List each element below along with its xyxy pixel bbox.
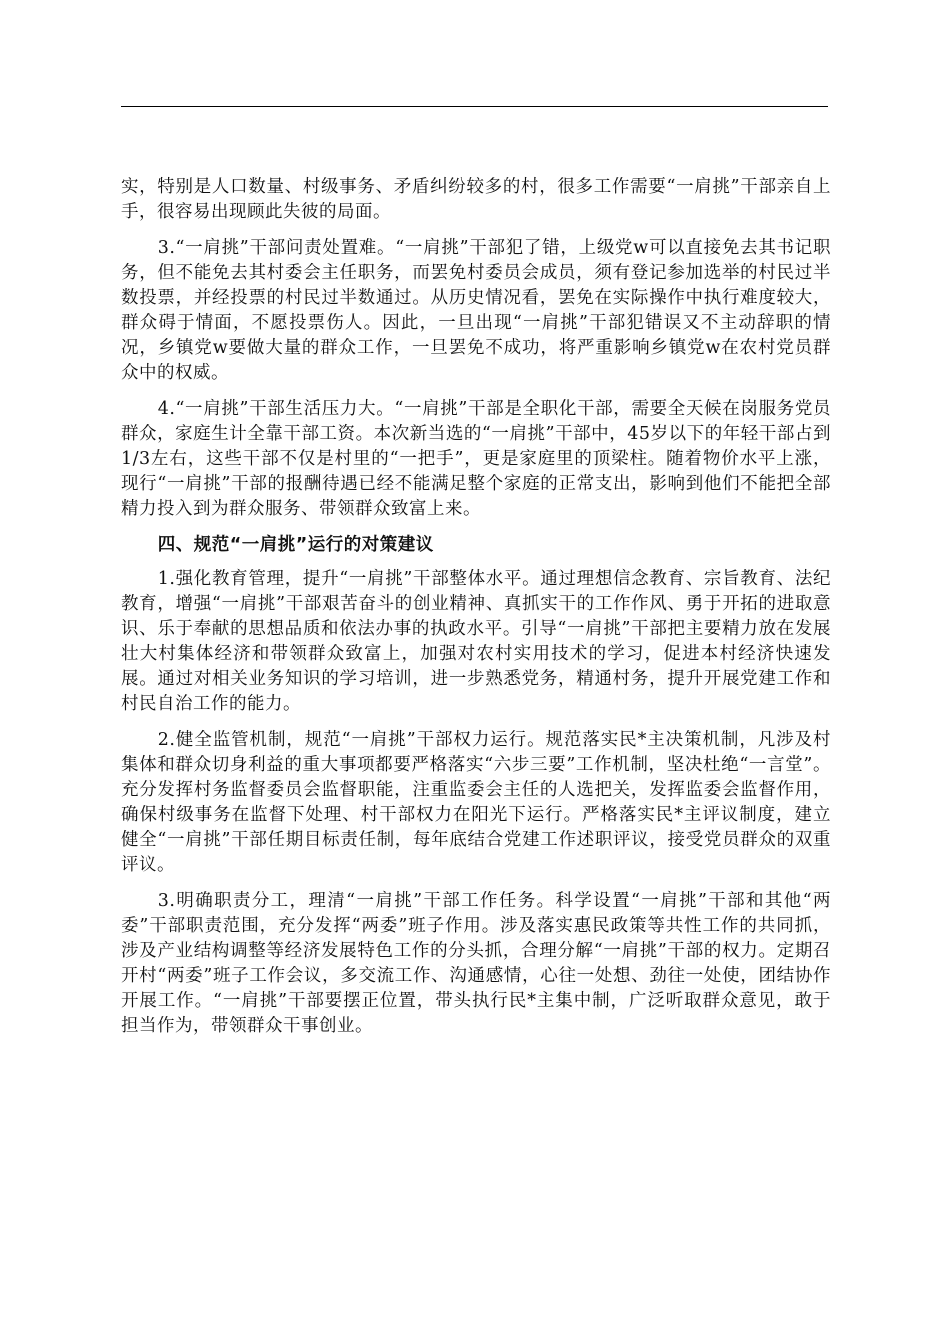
paragraph-suggestion-1: 1.强化教育管理，提升“一肩挑”干部整体水平。通过理想信念教育、宗旨教育、法纪教育，增强“一肩挑”干部艰苦奋斗的创业精神、真抓实干的工作作风、勇于开拓的进取意识、乐于奉献的思想品质和依法办事的执政水平。引导“一肩挑”干部把主要精力放在发展壮大村集体经济和带领群众致富上，加强对农村实用技术的学习，促进本村经济快速发展。通过对相关业务知识的学习培训，进一步熟悉党务，精通村务，提升开展党建工作和村民自治工作的能力。: [121, 569, 831, 714]
header-rule: [121, 106, 828, 107]
paragraph-continuation: 实，特别是人口数量、村级事务、矛盾纠纷较多的村，很多工作需要“一肩挑”干部亲自上手，很容易出现顾此失彼的局面。: [121, 177, 831, 222]
document-body: [121, 175, 831, 1050]
paragraph-point-3: 3.“一肩挑”干部问责处置难。“一肩挑”干部犯了错，上级党w可以直接免去其书记职务，但不能免去其村委会主任职务，而罢免村委员会成员，须有登记参加选举的村民过半数投票，并经投票的村民过半数通过。从历史情况看，罢免在实际操作中执行难度较大，群众碍于情面，不愿投票伤人。因此，一旦出现“一肩挑”干部犯错误又不主动辞职的情况，乡镇党w要做大量的群众工作，一旦罢免不成功，将严重影响乡镇党w在农村党员群众中的权威。: [121, 238, 831, 383]
section-heading: 四、规范“一肩挑”运行的对策建议: [157, 535, 434, 555]
paragraph-point-4: 4.“一肩挑”干部生活压力大。“一肩挑”干部是全职化干部，需要全天候在岗服务党员群众，家庭生计全靠干部工资。本次新当选的“一肩挑”干部中，45岁以下的年轻干部占到1/3左右，这些干部不仅是村里的“一把手”，更是家庭里的顶梁柱。随着物价水平上涨，现行“一肩挑”干部的报酬待遇已经不能满足整个家庭的正常支出，影响到他们不能把全部精力投入到为群众服务、带领群众致富上来。: [121, 399, 831, 519]
paragraph-suggestion-2: 2.健全监管机制，规范“一肩挑”干部权力运行。规范落实民*主决策机制，凡涉及村集体和群众切身利益的重大事项都要严格落实“六步三要”工作机制，坚决杜绝“一言堂”。充分发挥村务监督委员会监督职能，注重监委会主任的人选把关，发挥监委会监督作用，确保村级事务在监督下处理、村干部权力在阳光下运行。严格落实民*主评议制度，建立健全“一肩挑”干部任期目标责任制，每年底结合党建工作述职评议，接受党员群众的双重评议。: [121, 730, 831, 875]
paragraph-suggestion-3: 3.明确职责分工，理清“一肩挑”干部工作任务。科学设置“一肩挑”干部和其他“两委”干部职责范围，充分发挥“两委”班子作用。涉及落实惠民政策等共性工作的共同抓，涉及产业结构调整等经济发展特色工作的分头抓，合理分解“一肩挑”干部的权力。定期召开村“两委”班子工作会议，多交流工作、沟通感情，心往一处想、劲往一处使，团结协作开展工作。“一肩挑”干部要摆正位置，带头执行民*主集中制，广泛听取群众意见，敢于担当作为，带领群众干事创业。: [121, 891, 831, 1036]
